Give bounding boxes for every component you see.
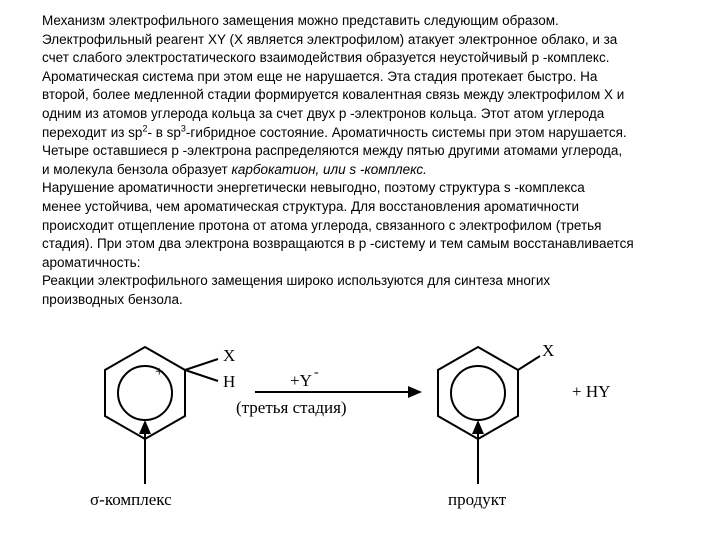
text-line: счет слабого электростатического взаимодействия образуется неустойчивый p -комплекс. — [42, 50, 610, 66]
hybrid-sup-3: 3 — [180, 123, 186, 134]
reagent-label: +Y — [290, 371, 312, 390]
hybrid-after: -гибридное состояние. Ароматичность системы при этом нарушается. — [185, 124, 627, 140]
bond-to-h — [185, 370, 218, 381]
product-caption: продукт — [448, 490, 507, 509]
text-line: Механизм электрофильного замещения можно представить следующим образом. — [42, 13, 559, 28]
text-line: ароматичность: — [42, 254, 141, 270]
text-line: происходит отщепление протона от атома углерода, связанного с электрофилом (третья — [42, 217, 602, 233]
product-pointer — [448, 420, 507, 509]
product-structure — [438, 341, 610, 439]
text-line: второй, более медленной стадии формируется ковалентная связь между электрофилом X и — [42, 87, 625, 103]
sigma-complex-charge: + — [155, 364, 164, 380]
text-line: Нарушение ароматичности энергетически невыгодно, поэтому структура s -комплекса — [42, 180, 585, 196]
product-bond-to-x — [518, 356, 540, 370]
text-line: производных бензола. — [42, 291, 183, 307]
product-pointer-head — [472, 420, 484, 434]
carbocation-before: и молекула бензола образует — [42, 161, 232, 177]
text-line: Реакции электрофильного замещения широко используются для синтеза многих — [42, 273, 551, 289]
carbocation-term: карбокатион, или s -комплекс. — [231, 161, 427, 177]
text-line: стадия). При этом два электрона возвращаются в p -систему и тем самым восстанавливается — [42, 236, 634, 252]
hybrid-mid: - в sp — [147, 124, 181, 140]
sigma-complex-caption: σ-комплекс — [90, 490, 172, 509]
hybrid-sup-2: 2 — [142, 123, 148, 134]
hybrid-before: переходит из sp — [42, 124, 143, 140]
reagent-charge: - — [314, 365, 319, 380]
text-line: Электрофильный реагент XY (X является электрофилом) атакует электронное облако, и за — [42, 31, 618, 47]
stage-label: (третья стадия) — [236, 398, 347, 417]
text-line: Четыре оставшиеся p -электрона распределяются между пятью другими атомами углерода, — [42, 143, 623, 159]
text-line: менее устойчива, чем ароматическая структура. Для восстановления ароматичности — [42, 198, 580, 214]
text-line: одним из атомов углерода кольца за счет двух p -электронов кольца. Этот атом углерода — [42, 105, 605, 121]
product-inner-circle — [451, 366, 505, 420]
reagent-group — [236, 365, 422, 417]
reaction-arrow-head — [408, 386, 422, 398]
sigma-pointer-head — [139, 420, 151, 434]
sigma-complex-x-label: X — [223, 346, 236, 365]
sigma-complex-h-label: H — [223, 372, 236, 391]
byproduct-label: + HY — [572, 382, 611, 401]
sigma-complex-structure — [105, 346, 235, 439]
bond-to-x — [185, 359, 218, 370]
product-x-label: X — [542, 341, 555, 360]
sigma-complex-inner-circle — [118, 366, 172, 420]
text-line: Ароматическая система при этом еще не нарушается. Эта стадия протекает быстро. На — [42, 68, 598, 84]
sigma-complex-pointer — [90, 420, 172, 509]
